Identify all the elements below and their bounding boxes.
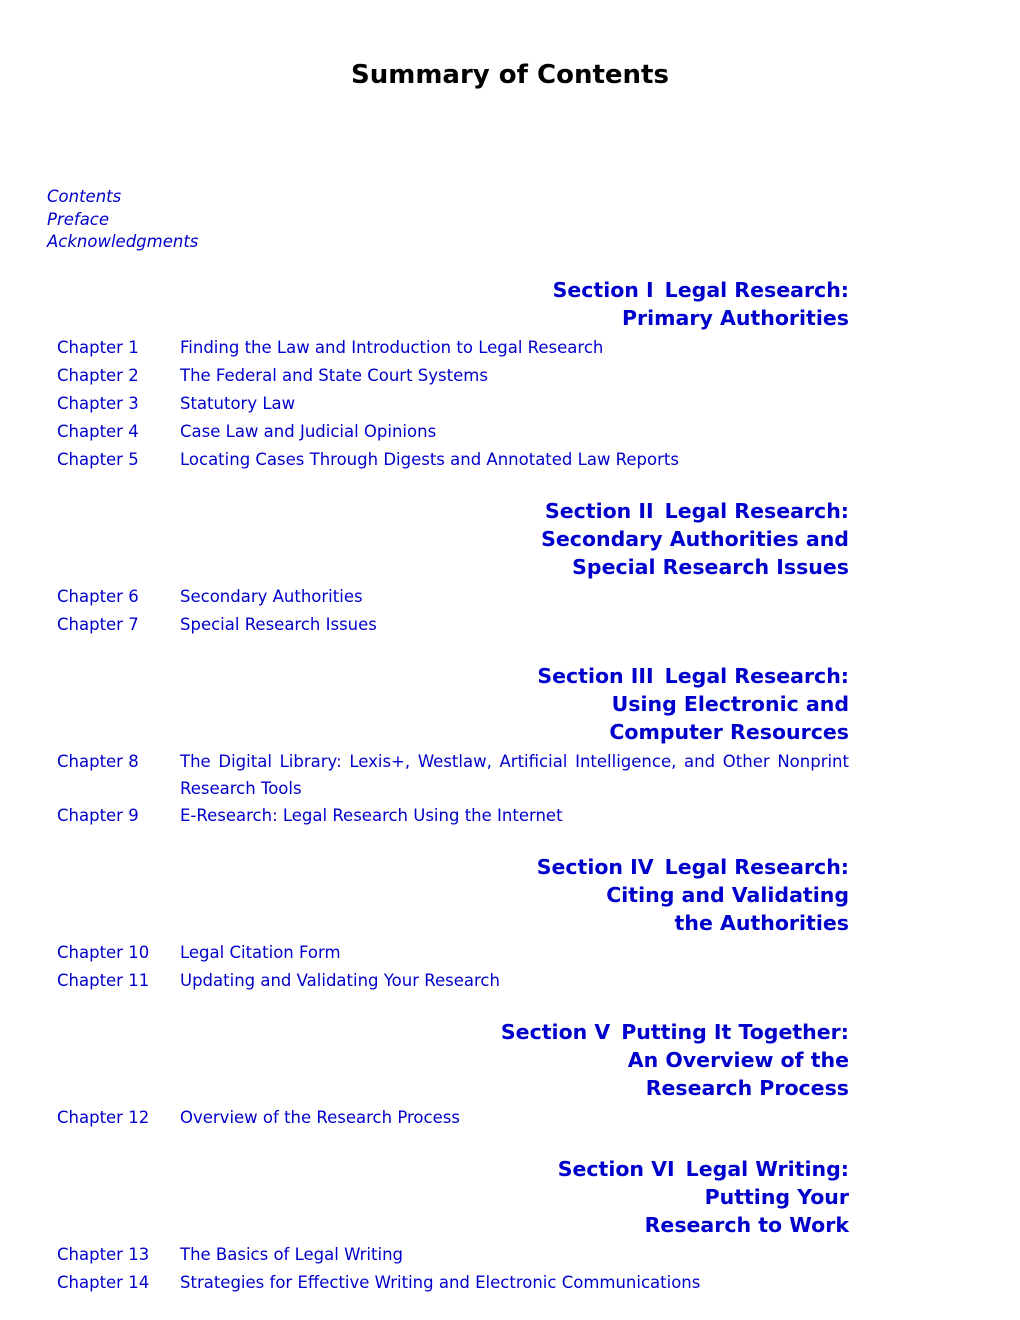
chapter-list <box>57 583 849 639</box>
section-spacer <box>57 1132 849 1155</box>
chapter-list <box>57 748 849 830</box>
chapter-5-item[interactable] <box>57 446 849 474</box>
chapter-label: Chapter 13 <box>57 1245 150 1264</box>
front-matter-item <box>47 186 198 209</box>
chapter-label: Chapter 4 <box>57 422 139 441</box>
chapter-title[interactable]: Case Law and Judicial Opinions <box>180 422 437 441</box>
chapter-1-item[interactable] <box>57 334 849 362</box>
section-heading[interactable] <box>57 662 849 746</box>
section-number: Section VI <box>557 1157 675 1181</box>
chapter-title[interactable]: Legal Citation Form <box>180 943 341 962</box>
section-title-line: Legal Writing: <box>685 1157 849 1181</box>
chapter-title[interactable]: The Digital Library: Lexis+, Westlaw, Artificial Intelligence, and Other Nonprint Research Tools <box>180 752 849 798</box>
chapter-title[interactable]: Statutory Law <box>180 394 296 413</box>
front-matter-item <box>47 231 198 254</box>
section-number: Section I <box>552 278 654 302</box>
section-title-line: Putting It Together: <box>621 1020 849 1044</box>
section-heading[interactable] <box>57 497 849 581</box>
section-title-line: Secondary Authorities and <box>541 527 849 551</box>
section-heading[interactable] <box>57 276 849 332</box>
chapter-label: Chapter 11 <box>57 971 150 990</box>
chapter-list <box>57 1241 849 1297</box>
section-title-line: Legal Research: <box>664 664 849 688</box>
contents-link[interactable]: Contents <box>47 187 122 206</box>
chapter-list <box>57 334 849 474</box>
table-of-contents <box>57 276 849 1297</box>
section-title-line: Research Process <box>645 1076 849 1100</box>
section-number: Section III <box>537 664 654 688</box>
section-2 <box>57 497 849 639</box>
chapter-title[interactable]: The Basics of Legal Writing <box>180 1245 403 1264</box>
acknowledgments-link[interactable]: Acknowledgments <box>47 232 199 251</box>
chapter-title[interactable]: Strategies for Effective Writing and Electronic Communications <box>180 1273 701 1292</box>
section-title-line: Primary Authorities <box>622 306 849 330</box>
section-heading[interactable] <box>57 853 849 937</box>
chapter-label: Chapter 3 <box>57 394 139 413</box>
section-spacer <box>57 995 849 1018</box>
section-title-line: Research to Work <box>644 1213 849 1237</box>
section-title-line: Legal Research: <box>664 499 849 523</box>
chapter-label: Chapter 7 <box>57 615 139 634</box>
chapter-2-item[interactable] <box>57 362 849 390</box>
chapter-7-item[interactable] <box>57 611 849 639</box>
front-matter-item <box>47 209 198 232</box>
chapter-13-item[interactable] <box>57 1241 849 1269</box>
section-title-line: Legal Research: <box>664 855 849 879</box>
section-heading[interactable] <box>57 1018 849 1102</box>
section-spacer <box>57 830 849 853</box>
section-title-line: An Overview of the <box>627 1048 849 1072</box>
chapter-label: Chapter 12 <box>57 1108 150 1127</box>
preface-link[interactable]: Preface <box>47 209 110 229</box>
section-number: Section II <box>544 499 654 523</box>
chapter-label: Chapter 9 <box>57 806 139 825</box>
section-6 <box>57 1155 849 1297</box>
section-4 <box>57 853 849 995</box>
section-title-line: Special Research Issues <box>572 555 849 579</box>
chapter-list <box>57 1104 849 1132</box>
chapter-14-item[interactable] <box>57 1269 849 1297</box>
chapter-title[interactable]: Secondary Authorities <box>180 587 363 606</box>
section-3 <box>57 662 849 830</box>
chapter-11-item[interactable] <box>57 967 849 995</box>
section-spacer <box>57 639 849 662</box>
chapter-label: Chapter 2 <box>57 366 139 385</box>
chapter-10-item[interactable] <box>57 939 849 967</box>
section-5 <box>57 1018 849 1132</box>
chapter-title[interactable]: Overview of the Research Process <box>180 1108 460 1127</box>
section-title-line: Computer Resources <box>609 720 849 744</box>
section-title-line: Legal Research: <box>664 278 849 302</box>
section-title-line: the Authorities <box>674 911 849 935</box>
chapter-title[interactable]: Special Research Issues <box>180 615 377 634</box>
chapter-3-item[interactable] <box>57 390 849 418</box>
page-title: Summary of Contents <box>351 60 669 90</box>
chapter-title[interactable]: Updating and Validating Your Research <box>180 971 500 990</box>
front-matter-list <box>47 186 198 254</box>
chapter-title[interactable]: Finding the Law and Introduction to Legal Research <box>180 338 604 357</box>
chapter-label: Chapter 5 <box>57 450 139 469</box>
chapter-title[interactable]: The Federal and State Court Systems <box>180 366 488 385</box>
section-heading[interactable] <box>57 1155 849 1239</box>
chapter-6-item[interactable] <box>57 583 849 611</box>
section-title-line: Putting Your <box>704 1185 849 1209</box>
section-number: Section IV <box>536 855 654 879</box>
chapter-title[interactable]: Locating Cases Through Digests and Annotated Law Reports <box>180 450 679 469</box>
chapter-label: Chapter 10 <box>57 943 150 962</box>
section-title-line: Using Electronic and <box>611 692 849 716</box>
chapter-4-item[interactable] <box>57 418 849 446</box>
chapter-label: Chapter 14 <box>57 1273 150 1292</box>
chapter-9-item[interactable] <box>57 802 849 830</box>
section-spacer <box>57 474 849 497</box>
section-title-line: Citing and Validating <box>606 883 849 907</box>
chapter-12-item[interactable] <box>57 1104 849 1132</box>
chapter-label: Chapter 8 <box>57 752 139 771</box>
section-1 <box>57 276 849 474</box>
chapter-label: Chapter 6 <box>57 587 139 606</box>
chapter-title[interactable]: E-Research: Legal Research Using the Internet <box>180 806 563 825</box>
chapter-label: Chapter 1 <box>57 338 139 357</box>
chapter-8-item[interactable] <box>57 748 849 802</box>
chapter-list <box>57 939 849 995</box>
section-number: Section V <box>500 1020 611 1044</box>
